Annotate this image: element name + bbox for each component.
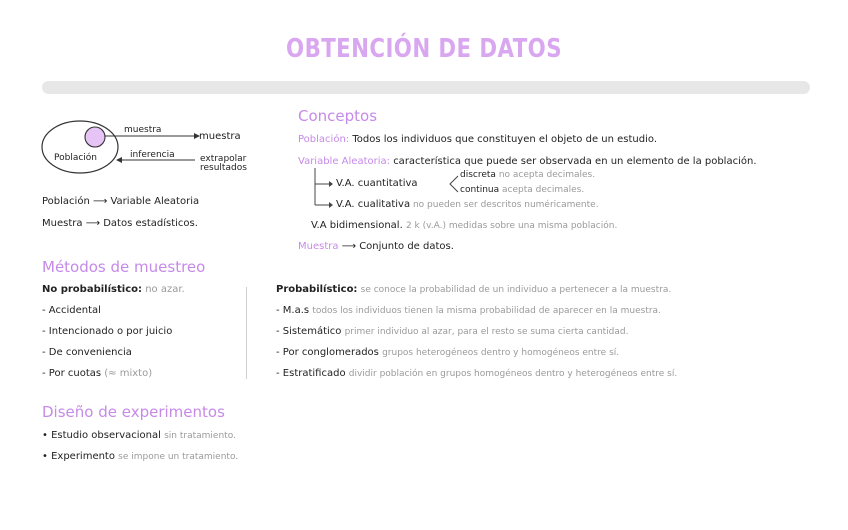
va-term: Variable Aleatoria: [298,156,390,167]
no-prob-item: - De conveniencia [42,347,132,358]
poblacion-definition: Todos los individuos que constituyen el objeto de un estudio. [352,134,657,145]
continua-term: continua [460,185,500,195]
prob-item-term: - Estratificado [276,368,346,379]
probabilistico-note: se conoce la probabilidad de un individuo a pertenecer a la muestra. [360,285,672,295]
prob-item-note: primer individuo al azar, para el resto se suma cierta cantidad. [344,327,629,337]
metodos-heading: Métodos de muestreo [42,258,206,276]
cuotas-note: (≈ mixto) [104,368,153,379]
discreta-note: no acepta decimales. [498,170,596,180]
prob-item [276,368,677,379]
page-title: OBTENCIÓN DE DATOS [286,34,562,64]
bidimensional-note: 2 k (v.A.) medidas sobre una misma población. [405,221,618,231]
inference-arrow-head [116,157,122,163]
diseno-heading: Diseño de experimentos [42,403,225,421]
discreta-row [460,170,595,180]
prob-item [276,305,661,316]
va-definition: característica que puede ser observada en un elemento de la población. [393,156,757,167]
no-prob-item: - Intencionado o por juicio [42,326,173,337]
diseno-item-term: • Experimento [42,451,115,462]
methods-divider [246,287,247,379]
extrapolar-label: extrapolar resultados [200,154,247,173]
population-ellipse [42,121,118,173]
relation-row-2 [42,218,198,229]
diseno-item [42,430,236,441]
prob-item-term: - M.a.s [276,305,310,316]
inferencia-label: inferencia [130,150,175,160]
va-cuantitativa: V.A. cuantitativa [336,178,418,189]
probabilistico-row [276,284,671,295]
continua-row [460,185,584,195]
prob-item-term: - Sistemático [276,326,342,337]
relation-datos: Datos estadísticos. [103,218,198,229]
arrow-icon: ⟶ [341,241,360,252]
concept-variable-aleatoria [298,156,757,167]
conceptos-heading: Conceptos [298,107,378,125]
relation-poblacion: Población [42,196,90,207]
cuotas-term: - Por cuotas [42,368,102,379]
no-probabilistico-note: no azar. [145,284,185,295]
title-banner [42,81,810,94]
continua-note: acepta decimales. [502,185,585,195]
prob-item-note: dividir población en grupos homogéneos dentro y heterogéneos entre sí. [348,369,678,379]
muestra-term: Muestra [298,241,339,252]
va-cualitativa: V.A. cualitativa [336,199,411,210]
muestra-definition: Conjunto de datos. [359,241,454,252]
muestra-target-label: muestra [199,131,241,142]
sample-circle [85,127,105,147]
relation-variable-aleatoria: Variable Aleatoria [110,196,200,207]
muestra-inner-label: muestra [124,125,162,135]
cualitativa-note: no pueden ser descritos numéricamente. [412,200,599,210]
diseno-item-note: sin tratamiento. [164,431,236,441]
diseno-item [42,451,238,462]
discreta-term: discreta [460,170,496,180]
poblacion-label: Población [54,153,98,163]
prob-item [276,326,628,337]
concept-poblacion [298,134,657,145]
relation-row-1 [42,196,199,207]
arrow-icon: ⟶ [92,196,111,207]
poblacion-term: Población: [298,134,350,145]
no-probabilistico-row [42,284,185,295]
no-prob-item-cuotas [42,368,152,379]
concept-muestra [298,241,454,252]
prob-item-note: todos los individuos tienen la misma probabilidad de aparecer en la muestra. [312,306,661,316]
relation-muestra: Muestra [42,218,83,229]
probabilistico-term: Probabilístico: [276,284,358,295]
arrow-icon: ⟶ [85,218,104,229]
prob-item [276,347,619,358]
no-probabilistico-term: No probabilístico: [42,284,142,295]
diseno-item-term: • Estudio observacional [42,430,161,441]
bidimensional-term: V.A bidimensional. [311,220,403,231]
diseno-item-note: se impone un tratamiento. [118,452,239,462]
bidimensional-row [311,220,617,231]
no-prob-item: - Accidental [42,305,101,316]
prob-item-note: grupos heterogéneos dentro y homogéneos entre sí. [382,348,620,358]
prob-item-term: - Por conglomerados [276,347,379,358]
va-cualitativa-row [336,199,599,210]
